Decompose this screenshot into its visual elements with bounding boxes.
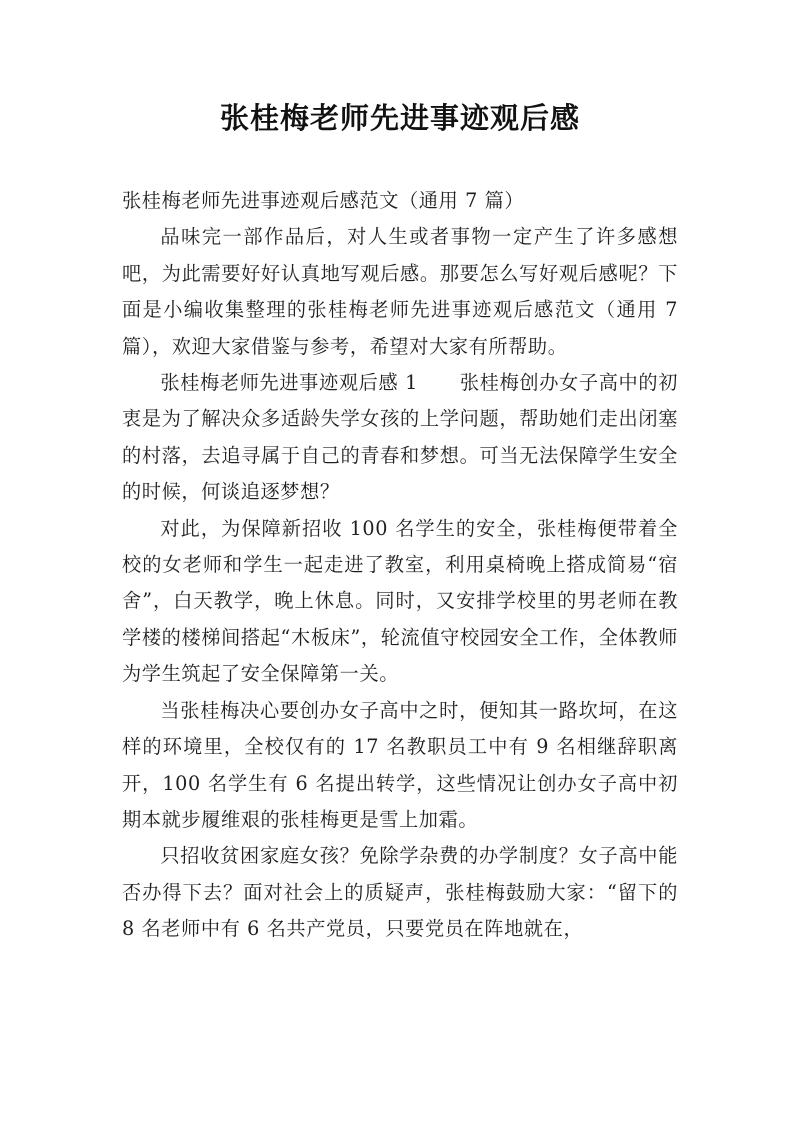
section1-lead: 张桂梅创办女子高中的初衷是为了解决众多适龄失学女孩的上学问题，帮助她们走出闭塞的村落，去追寻属于自己的青春和梦想。可当无法保障学生安全的时候，何谈追逐梦想？: [122, 371, 678, 504]
document-title: 张桂梅老师先进事迹观后感: [219, 101, 580, 135]
paragraph-2: 对此，为保障新招收 100 名学生的安全，张桂梅便带着全校的女老师和学生一起走进了教室，利用桌椅晚上搭成简易“宿舍”，白天教学，晚上休息。同时，又安排学校里的男老师在教学楼的楼梯间搭起“木板床”，轮流值守校园安全工作，全体教师为学生筑起了安全保障第一关。: [122, 516, 678, 686]
document-subtitle: 张桂梅老师先进事迹观后感范文（通用 7 篇）: [122, 189, 525, 212]
document-body: [122, 183, 678, 948]
section1-heading: 张桂梅老师先进事迹观后感 1: [160, 371, 418, 395]
intro-paragraph: 品味完一部作品后，对人生或者事物一定产生了许多感想吧，为此需要好好认真地写观后感。那要怎么写好观后感呢？下面是小编收集整理的张桂梅老师先进事迹观后感范文（通用 7 篇），欢迎大家借鉴与参考，希望对大家有所帮助。: [122, 225, 678, 358]
paragraph-3: 当张桂梅决心要创办女子高中之时，便知其一路坎坷，在这样的环境里，全校仅有的 17 名教职员工中有 9 名相继辞职离开，100 名学生有 6 名提出转学，这些情况让创办女子高中初期本就步履维艰的张桂梅更是雪上加霜。: [122, 698, 678, 831]
paragraph-4: 只招收贫困家庭女孩？免除学杂费的办学制度？女子高中能否办得下去？面对社会上的质疑声，张桂梅鼓励大家：“留下的 8 名老师中有 6 名共产党员，只要党员在阵地就在，: [122, 844, 678, 941]
section1-paragraph: [122, 365, 678, 511]
